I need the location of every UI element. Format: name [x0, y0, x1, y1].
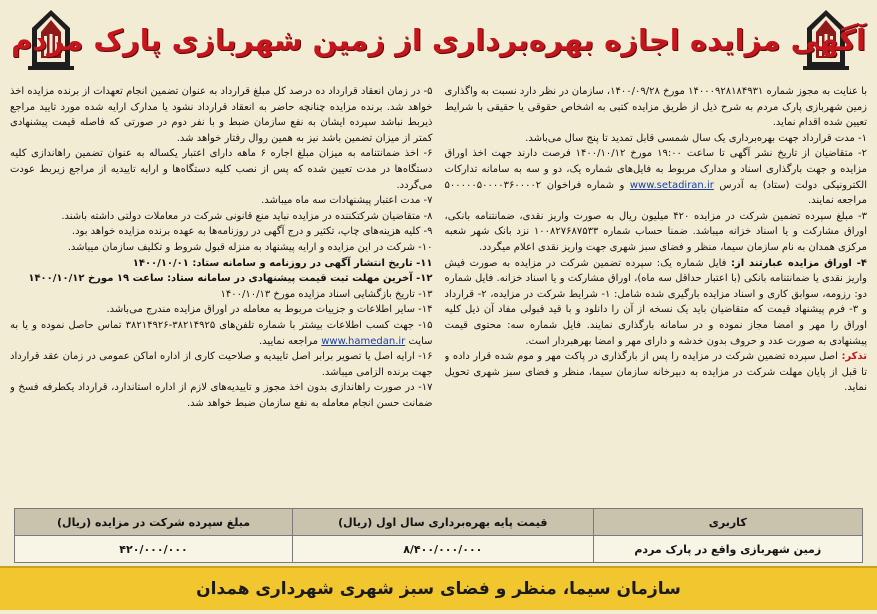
table-header-base-price: قیمت پایه بهره‌برداری سال اول (ریال): [293, 509, 593, 536]
item-4-title: ۴- اوراق مزایده عبارتند از:: [731, 257, 867, 269]
footer-text: سازمان سیما، منظر و فضای سبز شهری شهرداری همدان: [196, 579, 681, 599]
table-header-usage: کاربری: [593, 509, 862, 536]
setad-link[interactable]: www.setadiran.ir: [629, 179, 714, 191]
body-columns: [10, 84, 867, 502]
table-cell-usage: زمین شهربازی واقع در پارک مردم: [593, 536, 862, 563]
item-5: ۵- در زمان انعقاد قرارداد ده درصد کل مبلغ قرارداد به عنوان تضمین انجام تعهدات از برنده مزایده اخذ خواهد شد. برنده مزایده چنانچه حاضر به انعقاد قرارداد نشود یا مدارک ارایه شده مورد تایید مراجع ذیربط نباشد سپرده ایشان به نفع سازمان ضبط و با نفر دوم در صورتی که فاصله قیمت پیشنهادی کمتر از میزان تضمین باشد نیز به همین روال رفتار خواهد شد.: [10, 86, 433, 144]
item-14: ۱۴- سایر اطلاعات و جزییات مربوط به معامله در اوراق مزایده مندرج می‌باشد.: [106, 304, 433, 316]
table-header-row: [15, 509, 863, 536]
item-9: ۹- کلیه هزینه‌های چاپ، تکثیر و درج آگهی در روزنامه‌ها به عهده برنده مزایده خواهد بود.: [71, 226, 433, 238]
item-6: ۶- اخذ ضمانتنامه به میزان مبلغ اجاره ۶ ماهه دارای اعتبار یکساله به عنوان تضمین راهاندازی کلیه دستگاه‌ها در مدت تعیین شده که پس از نصب کلیه دستگاه‌ها و ارایه تاییدیه از مراجع زیربط عودت می‌گردد.: [10, 148, 433, 191]
item-16: ۱۶- ارایه اصل یا تصویر برابر اصل تاییدیه و صلاحیت کاری از اداره اماکن عمومی در زمان عقد قرارداد جهت برنده الزامی میباشد.: [10, 351, 433, 378]
page-title: آگهی مزایده اجازه بهره‌برداری از زمین شهربازی پارک مردم: [11, 23, 866, 57]
header: [11, 8, 866, 72]
item-15-text-end: مراجعه نمایید.: [259, 335, 319, 347]
hamedan-link[interactable]: www.hamedan.ir: [321, 335, 406, 347]
item-2-text-end: و شماره فراخوان ۵۰۰۰۰۰۵۰۰۰۰۳۶۰۰۰۰۲ مراجعه نمایند.: [444, 179, 867, 207]
note-text: اصل سپرده تضمین شرکت در مزایده را پس از بارگذاری در پاکت مهر و موم شده قرار داده و تا قبل از پایان مهلت شرکت در مزایده به دبیرخانه سازمان سیما، منظر و فضای سبز شهری تحویل نماید.: [444, 351, 867, 394]
item-17: ۱۷- در صورت راهاندازی بدون اخذ مجوز و تاییدیه‌های لازم از اداره استاندارد، قرارداد یکطرفه فسخ و ضمانت حسن انجام معامله به نفع سازمان ضبط خواهد شد.: [10, 382, 433, 409]
item-12: ۱۲- آخرین مهلت ثبت قیمت پیشنهادی در سامانه ستاد: ساعت ۱۹ مورخ ۱۴۰۰/۱۰/۱۲: [28, 273, 433, 285]
item-11: ۱۱- تاریخ انتشار آگهی در روزنامه و سامانه ستاد: ۱۴۰۰/۱۰/۰۱: [132, 257, 433, 269]
item-7: ۷- مدت اعتبار پیشنهادات سه ماه میباشد.: [261, 195, 433, 207]
item-2: [445, 146, 868, 208]
item-1: ۱- مدت قرارداد جهت بهره‌برداری یک سال شمسی قابل تمدید تا پنج سال می‌باشد.: [525, 132, 867, 144]
item-4: [445, 256, 868, 350]
price-table: [14, 508, 863, 563]
table-cell-deposit: ۴۲۰/۰۰۰/۰۰۰: [15, 536, 293, 563]
item-2-text: ۲- متقاضیان از تاریخ نشر آگهی تا ساعت ۱۹:۰۰ مورخ ۱۴۰۰/۱۰/۱۲ فرصت دارند جهت اخذ اوراق مزایده و جهت بارگذاری اسناد و مدارک مربوط به فایل‌های شماره یک، دو و سه به سامانه تدارکات الکترونیکی دولت (ستاد) به آدرس: [444, 148, 867, 191]
table-header-deposit: مبلغ سپرده شرکت در مزایده (ریال): [15, 509, 293, 536]
intro-paragraph: با عنایت به مجوز شماره ۱۴۰۰۰۹۲۸۱۸۴۹۳۱ مورخ ۱۴۰۰/۰۹/۲۸، سازمان در نظر دارد نسبت به واگذاری زمین شهربازی پارک مردم به شرح ذیل از طریق مزایده کتبی به اشخاص حقوقی یا حقیقی با شرایط تعیین شده اقدام نماید.: [444, 86, 867, 129]
item-8: ۸- متقاضیان شرکتکننده در مزایده نباید منع قانونی شرکت در معاملات دولتی داشته باشند.: [61, 210, 433, 222]
item-15-text: ۱۵- جهت کسب اطلاعات بیشتر با شماره تلفن‌های ۳۸۲۱۴۹۲۵-۳۸۲۱۴۹۲۶ تماس حاصل نموده و یا به سایت: [10, 319, 433, 347]
item-4-text: فایل شماره یک: سپرده تضمین شرکت در مزایده به صورت فیش واریز نقدی یا ضمانتنامه بانکی (با اعتبار حداقل سه ماه)، اوراق مشارکت و یا اسناد خزانه. فایل شماره دو: رزومه، سوابق کاری و اسناد مزایده بارگیری شده شامل: ۱- شرایط شرکت در مزایده، ۲- قرارداد و ۳- فرم پیشنهاد قیمت که متقاضیان باید یک نسخه از آن را دانلود و با قید قبولی مفاد آن ذیل کلیه اوراق را مهر و امضا مجاز نموده و در سامانه بارگذاری نمایند. فایل شماره سه: محتوی قیمت پیشنهادی به صورت عدد و حروف بدون خدشه و دارای مهر و امضا بهرهبردار است.: [444, 257, 867, 347]
table-cell-base-price: ۸/۴۰۰/۰۰۰/۰۰۰: [293, 536, 593, 563]
item-13: ۱۳- تاریخ بازگشایی اسناد مزایده مورخ ۱۴۰۰/۱۰/۱۳: [220, 288, 433, 300]
footer-banner: [0, 566, 877, 610]
note: [445, 349, 868, 396]
item-3: ۳- مبلغ سپرده تضمین شرکت در مزایده ۴۲۰ میلیون ریال به صورت واریز نقدی، ضمانتنامه بانکی، اوراق مشارکت و یا اسناد خزانه میباشد. ضمنا حساب شماره ۱۰۰۸۲۷۶۸۷۵۳۳ نزد بانک شهر شعبه مرکزی همدان به نام سازمان سیما، منظر و فضای سبز شهری جهت واریز نقدی اعلام میگردد.: [444, 210, 867, 253]
table-row: [15, 536, 863, 563]
left-column: [10, 84, 433, 502]
item-15: [10, 318, 433, 349]
item-10: ۱۰- شرکت در این مزایده و ارایه پیشنهاد به منزله قبول شروط و تکلیف سازمان میباشد.: [67, 241, 433, 253]
right-column: [445, 84, 868, 502]
note-label: تذکر:: [841, 351, 867, 363]
